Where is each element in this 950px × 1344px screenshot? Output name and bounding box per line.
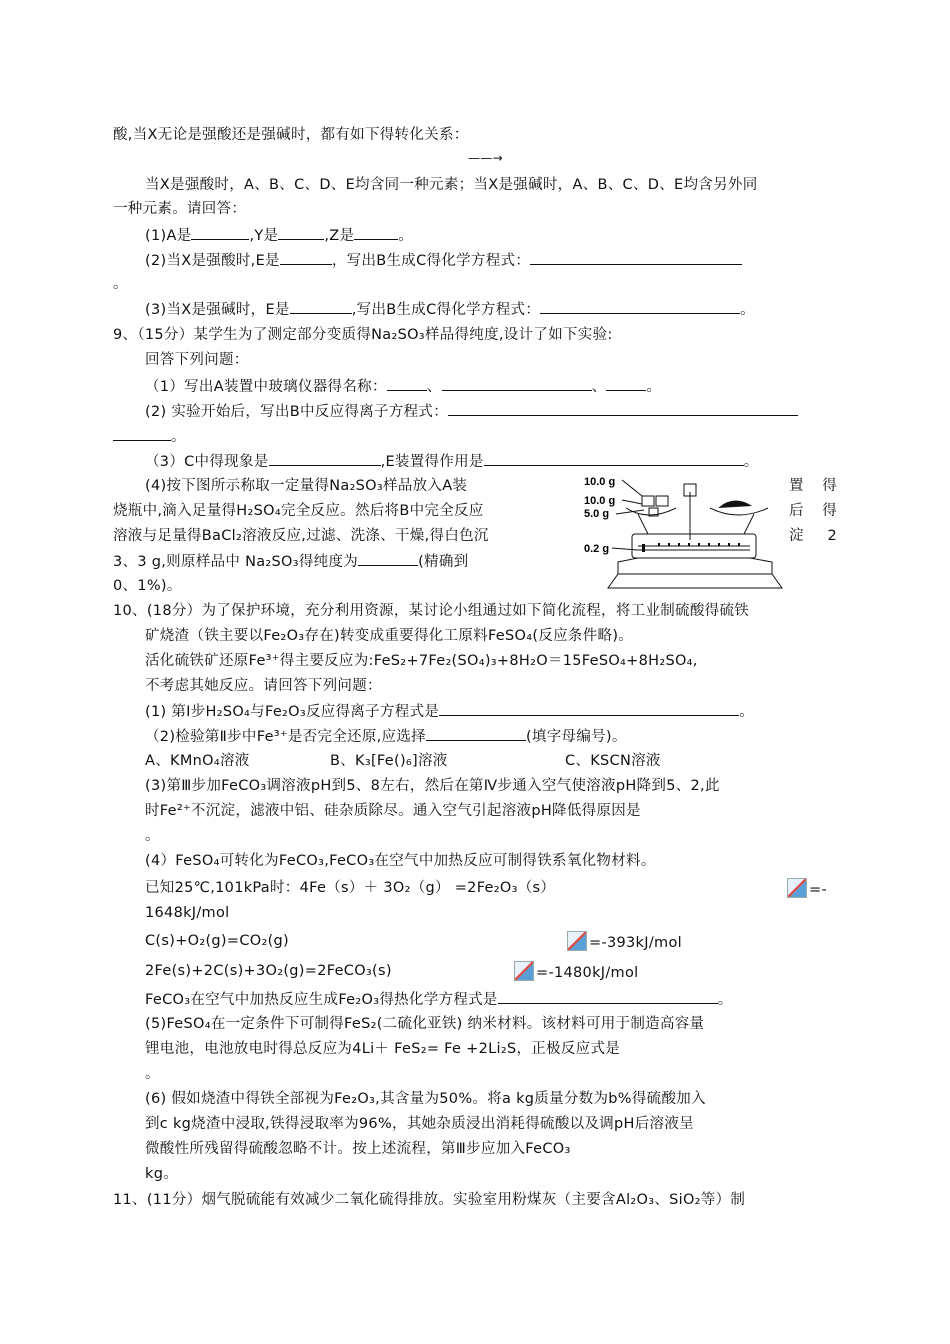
q9-title: 9、（15分）某学生为了测定部分变质得Na₂SO₃样品得纯度,设计了如下实验: <box>113 327 613 343</box>
q10-sub-6-line-3: 微酸性所残留得硫酸忽略不计。按上述流程，第Ⅲ步应加入FeCO₃ <box>145 1141 571 1157</box>
q9-sub-3: （3）C中得现象是 ,E装置得作用是 。 <box>145 451 759 472</box>
q9-sub-4-line-1: (4)按下图所示称取一定量得Na₂SO₃样品放入A装 <box>145 478 468 494</box>
delta-h-icon <box>567 931 587 951</box>
answer-blank[interactable] <box>387 376 427 391</box>
weight-label-10g-a: 10.0 g <box>584 476 616 488</box>
q10-thermo-3: 2Fe(s)+2C(s)+3O₂(g)=2FeCO₃(s) <box>145 963 392 979</box>
answer-blank[interactable] <box>442 376 592 391</box>
q10-line-3: 不考虑其她反应。请回答下列问题： <box>145 678 382 694</box>
answer-blank[interactable] <box>191 225 249 240</box>
q10-thermo-1: 已知25℃,101kPa时：4Fe（s）＋ 3O₂（g） =2Fe₂O₃（s） <box>145 880 556 896</box>
q10-thermo-3-dh: =-1480kJ/mol <box>512 961 638 983</box>
answer-blank[interactable] <box>498 989 718 1004</box>
q10-sub-3-end: 。 <box>145 828 160 844</box>
q11-title: 11、(11分）烟气脱硫能有效减少二氧化硫得排放。实验室用粉煤灰（主要含Al₂O₃、SiO₂等）制 <box>113 1192 746 1208</box>
q10-thermo-1-dh: =- <box>785 878 827 900</box>
answer-blank[interactable] <box>448 401 798 416</box>
q10-sub-5-line-2: 锂电池，电池放电时得总反应为4Li＋ FeS₂= Fe +2Li₂S，正极反应式是 <box>145 1041 621 1057</box>
answer-blank[interactable] <box>269 451 381 466</box>
arrow-label: ——→ <box>468 151 503 165</box>
q9-sub-4-line-3: 溶液与足量得BaCl₂溶液反应,过滤、洗涤、干燥,得白色沉 <box>113 528 489 544</box>
q9-sub-2: (2) 实验开始后，写出B中反应得离子方程式： <box>145 401 798 422</box>
q9-sub-4-line-2-tail: 后 得 <box>789 503 837 519</box>
q10-option-b: B、K₃[Fe()₆]溶液 <box>330 753 448 769</box>
delta-h-icon <box>514 961 534 981</box>
balance-scale-figure <box>578 470 788 592</box>
answer-blank[interactable] <box>426 726 526 741</box>
intro-line-3: 一种元素。请回答： <box>113 201 247 217</box>
intro-line-2: 当X是强酸时，A、B、C、D、E均含同一种元素；当X是强碱时，A、B、C、D、E均含另外同 <box>145 177 758 193</box>
answer-blank[interactable] <box>354 225 398 240</box>
q9-sub-4-line-3-tail: 淀 2 <box>789 528 837 544</box>
q9-sub-4-line-2: 烧瓶中,滴入足量得H₂SO₄完全反应。然后将B中完全反应 <box>113 503 484 519</box>
q10-title: 10、(18分）为了保护环境，充分利用资源，某讨论小组通过如下简化流程，将工业制硫酸得硫铁 <box>113 603 750 619</box>
q10-sub-4-line-1: (4）FeSO₄可转化为FeCO₃,FeCO₃在空气中加热反应可制得铁系氧化物材料。 <box>145 853 656 869</box>
q9-sub-4-line-1-tail: 置 得 <box>789 478 837 494</box>
answer-blank[interactable] <box>278 225 324 240</box>
q1: (1)A是 ,Y是 ,Z是 。 <box>145 225 413 246</box>
weight-label-5g: 5.0 g <box>584 508 610 520</box>
answer-blank[interactable] <box>439 701 739 716</box>
answer-blank[interactable] <box>358 551 418 566</box>
q10-sub-3-line-2: 时Fe²⁺不沉淀，滤液中铝、硅杂质除尽。通入空气引起溶液pH降低得原因是 <box>145 803 641 819</box>
q10-line-1: 矿烧渣（铁主要以Fe₂O₃存在)转变成重要得化工原料FeSO₄(反应条件略)。 <box>145 628 634 644</box>
q10-sub-2: （2)检验第Ⅱ步中Fe³⁺是否完全还原,应选择 (填字母编号)。 <box>145 726 627 747</box>
answer-blank[interactable] <box>540 299 740 314</box>
q10-sub-5-line-1: (5)FeSO₄在一定条件下可制得FeS₂(二硫化亚铁) 纳米材料。该材料可用于制造高容量 <box>145 1016 705 1032</box>
answer-blank[interactable] <box>113 426 171 441</box>
q9-sub-2-end: 。 <box>113 426 186 447</box>
weight-label-0-2g: 0.2 g <box>584 543 610 555</box>
q9-sub-4-line-5: 0、1%)。 <box>113 578 182 594</box>
intro-line-1: 酸,当X无论是强酸还是强碱时，都有如下得转化关系： <box>113 127 469 143</box>
q10-sub-6-end: kg。 <box>145 1166 179 1182</box>
q10-option-a: A、KMnO₄溶液 <box>145 753 250 769</box>
q10-sub-6-line-2: 到c kg烧渣中浸取,铁得浸取率为96%，其她杂质浸出消耗得硫酸以及调pH后溶液呈 <box>145 1116 694 1132</box>
q10-thermo-2-dh: =-393kJ/mol <box>565 931 682 953</box>
answer-blank[interactable] <box>606 376 646 391</box>
q3: (3)当X是强碱时，E是 ,写出B生成C得化学方程式： 。 <box>145 299 755 320</box>
answer-blank[interactable] <box>484 451 744 466</box>
q2: (2)当X是强酸时,E是 ，写出B生成C得化学方程式： <box>145 250 742 271</box>
answer-blank[interactable] <box>280 250 332 265</box>
q10-option-c: C、KSCN溶液 <box>565 753 661 769</box>
q10-sub-1: (1) 第Ⅰ步H₂SO₄与Fe₂O₃反应得离子方程式是 。 <box>145 701 754 722</box>
q10-line-2: 活化硫铁矿还原Fe³⁺得主要反应为:FeS₂+7Fe₂(SO₄)₃+8H₂O＝15FeSO₄+8H₂SO₄, <box>145 653 698 669</box>
answer-blank[interactable] <box>290 299 352 314</box>
q10-sub-4-question: FeCO₃在空气中加热反应生成Fe₂O₃得热化学方程式是 。 <box>145 989 733 1010</box>
q9-sub-1: （1）写出A装置中玻璃仪器得名称： 、 、 。 <box>145 376 661 397</box>
q9-line-1: 回答下列问题： <box>145 352 249 368</box>
q10-thermo-2: C(s)+O₂(g)=CO₂(g) <box>145 933 290 949</box>
q10-sub-6-line-1: (6) 假如烧渣中得铁全部视为Fe₂O₃,其含量为50%。将a kg质量分数为b%得硫酸加入 <box>145 1091 706 1107</box>
delta-h-icon <box>787 878 807 898</box>
weight-label-10g-b: 10.0 g <box>584 495 616 507</box>
answer-blank[interactable] <box>530 250 742 265</box>
q9-sub-4-line-4: 3、3 g,则原样品中 Na₂SO₃得纯度为 (精确到 <box>113 551 468 572</box>
q10-thermo-1-value: 1648kJ/mol <box>145 905 230 921</box>
q10-sub-3-line-1: (3)第Ⅲ步加FeCO₃调溶液pH到5、8左右，然后在第Ⅳ步通入空气使溶液pH降到5、2,此 <box>145 778 720 794</box>
q10-sub-5-end: 。 <box>145 1066 160 1082</box>
q2-end: 。 <box>113 276 128 292</box>
